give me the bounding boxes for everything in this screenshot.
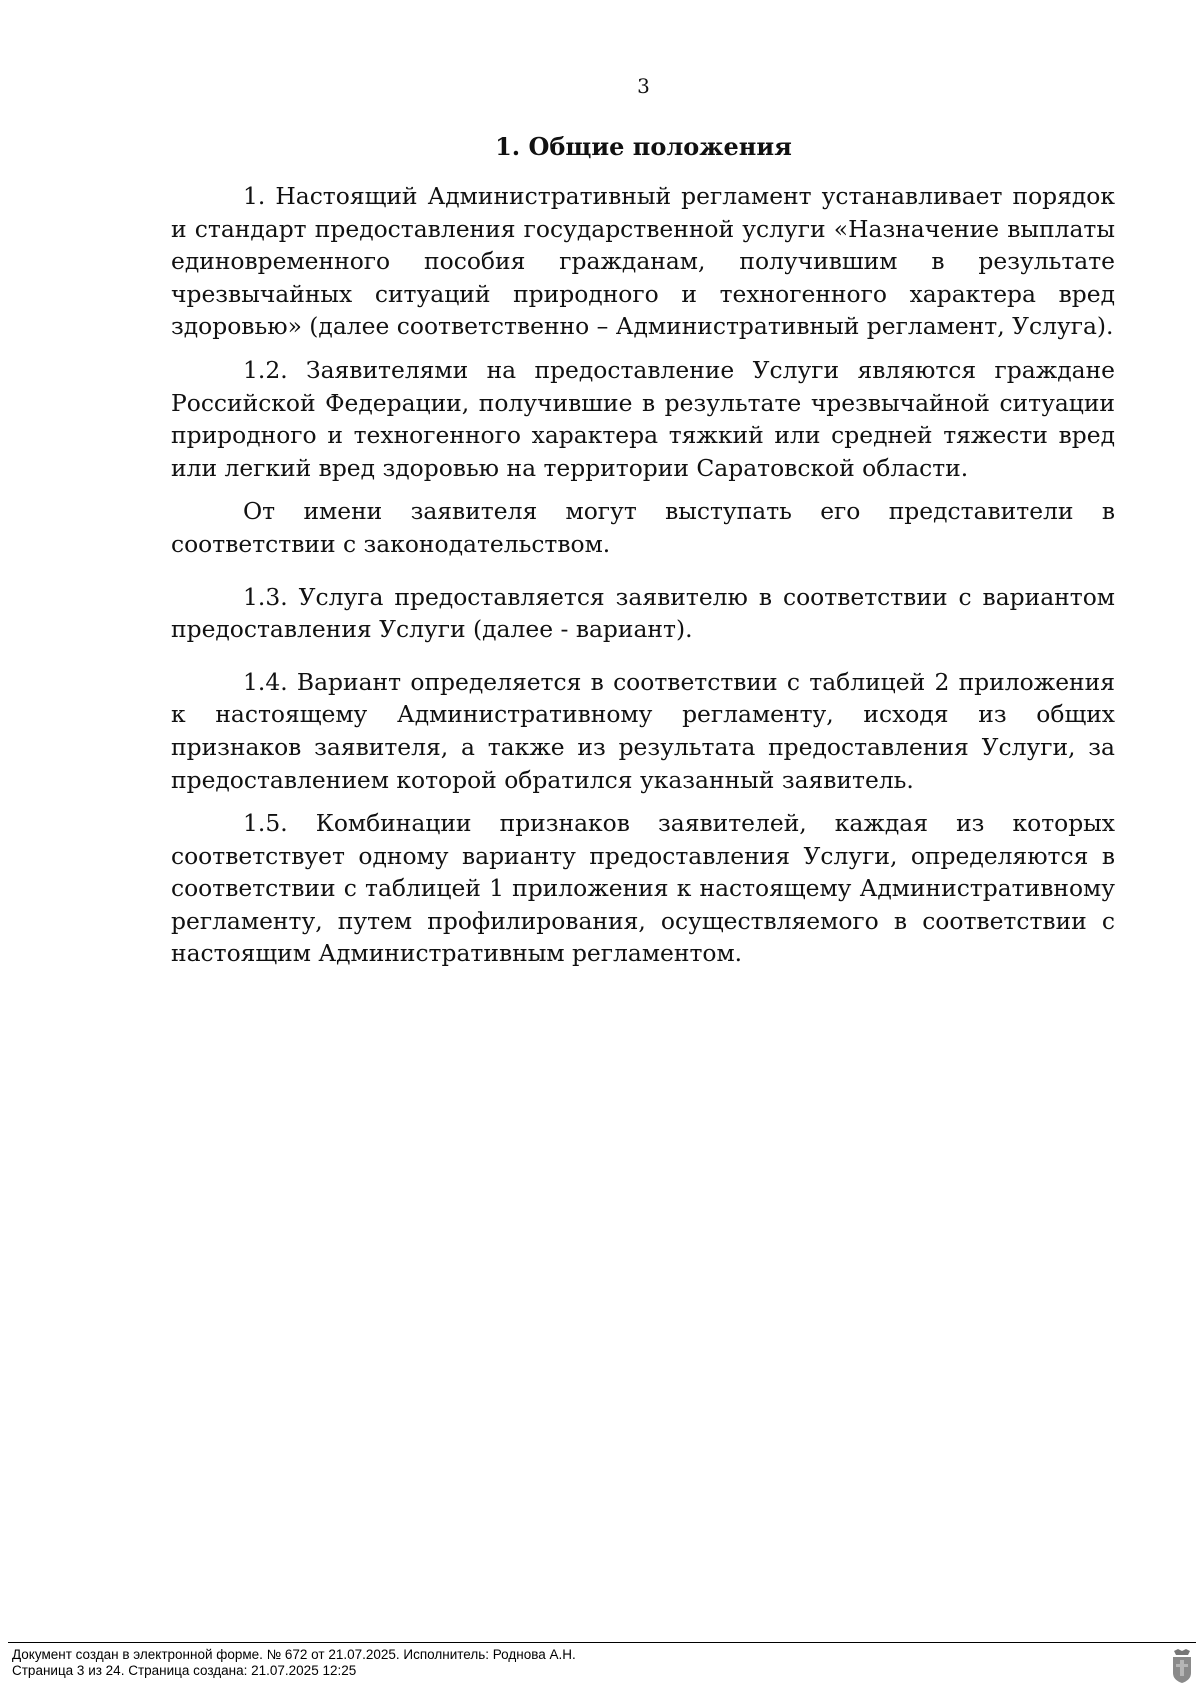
paragraph-representatives: От имени заявителя могут выступать его представители в соответствии с законодательством. [171,497,1115,558]
coat-of-arms-icon [1170,1649,1194,1683]
footer-line-2: Страница 3 из 24. Страница создана: 21.07.2025 12:25 [12,1663,357,1678]
footer-divider [8,1642,1196,1643]
footer-line-1: Документ создан в электронной форме. № 672 от 21.07.2025. Исполнитель: Роднова А.Н. [12,1647,576,1662]
page-number: 3 [637,74,650,98]
paragraph-1: 1. Настоящий Административный регламент устанавливает порядок и стандарт предоставления государственной услуги «Назначение выплаты единовременного пособия гражданам, получившим в результате чрезвычайных ситуаций природного и техногенного характера вред здоровью» (далее соответственно – Административный регламент, Услуга). [171,182,1115,341]
paragraph-1-4: 1.4. Вариант определяется в соответствии с таблицей 2 приложения к настоящему Административному регламенту, исходя из общих признаков заявителя, а также из результата предоставления Услуги, за предоставлением которой обратился указанный заявитель. [171,667,1115,794]
paragraph-1-5: 1.5. Комбинации признаков заявителей, каждая из которых соответствует одному варианту предоставления Услуги, определяются в соответствии с таблицей 1 приложения к настоящему Административному регламенту, путем профилирования, осуществляемого в соответствии с настоящим Административным регламентом. [171,809,1115,968]
document-body [171,180,1115,970]
footer-text [12,1647,576,1679]
paragraph-1-2: 1.2. Заявителями на предоставление Услуги являются граждане Российской Федерации, получившие в результате чрезвычайной ситуации природного и техногенного характера тяжкий или средней тяжести вред или легкий вред здоровью на территории Саратовской области. [171,355,1115,482]
paragraph-1-3: 1.3. Услуга предоставляется заявителю в соответствии с вариантом предоставления Услуги (далее - вариант). [171,582,1115,644]
section-heading: 1. Общие положения [495,132,792,161]
